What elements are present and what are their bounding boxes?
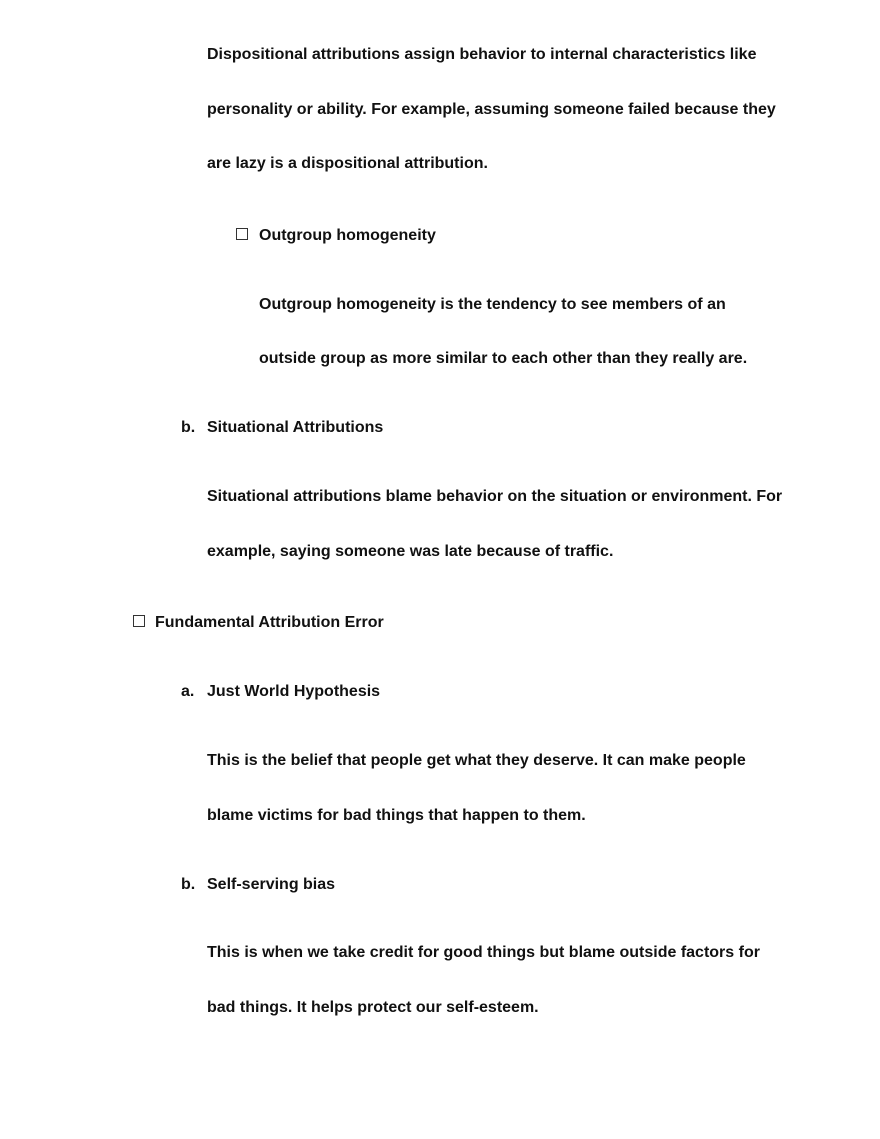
outgroup-checkbox-icon: [236, 228, 248, 240]
self-serving-heading: Self-serving bias: [207, 876, 336, 893]
situational-heading: Situational Attributions: [207, 419, 384, 436]
fundamental-heading: Fundamental Attribution Error: [155, 614, 384, 631]
dispositional-text-line-2: personality or ability. For example, assuming someone failed because they: [207, 101, 776, 118]
just-world-text-line-1: This is the belief that people get what they deserve. It can make people: [207, 752, 746, 769]
fundamental-checkbox-icon: [133, 615, 145, 627]
situational-list-marker: b.: [181, 419, 196, 436]
self-serving-text-line-1: This is when we take credit for good things but blame outside factors for: [207, 944, 760, 961]
outgroup-text-line-1: Outgroup homogeneity is the tendency to see members of an: [259, 296, 726, 313]
self-serving-text-line-2: bad things. It helps protect our self-esteem.: [207, 999, 539, 1016]
self-serving-list-marker: b.: [181, 876, 196, 893]
outgroup-text-line-2: outside group as more similar to each other than they really are.: [259, 350, 748, 367]
dispositional-text-line-1: Dispositional attributions assign behavior to internal characteristics like: [207, 46, 757, 63]
just-world-text-line-2: blame victims for bad things that happen to them.: [207, 807, 586, 824]
just-world-heading: Just World Hypothesis: [207, 683, 381, 700]
situational-text-line-1: Situational attributions blame behavior on the situation or environment. For: [207, 488, 783, 505]
outgroup-heading: Outgroup homogeneity: [259, 227, 436, 244]
situational-text-line-2: example, saying someone was late because of traffic.: [207, 543, 614, 560]
just-world-list-marker: a.: [181, 683, 195, 700]
dispositional-text-line-3: are lazy is a dispositional attribution.: [207, 155, 488, 172]
